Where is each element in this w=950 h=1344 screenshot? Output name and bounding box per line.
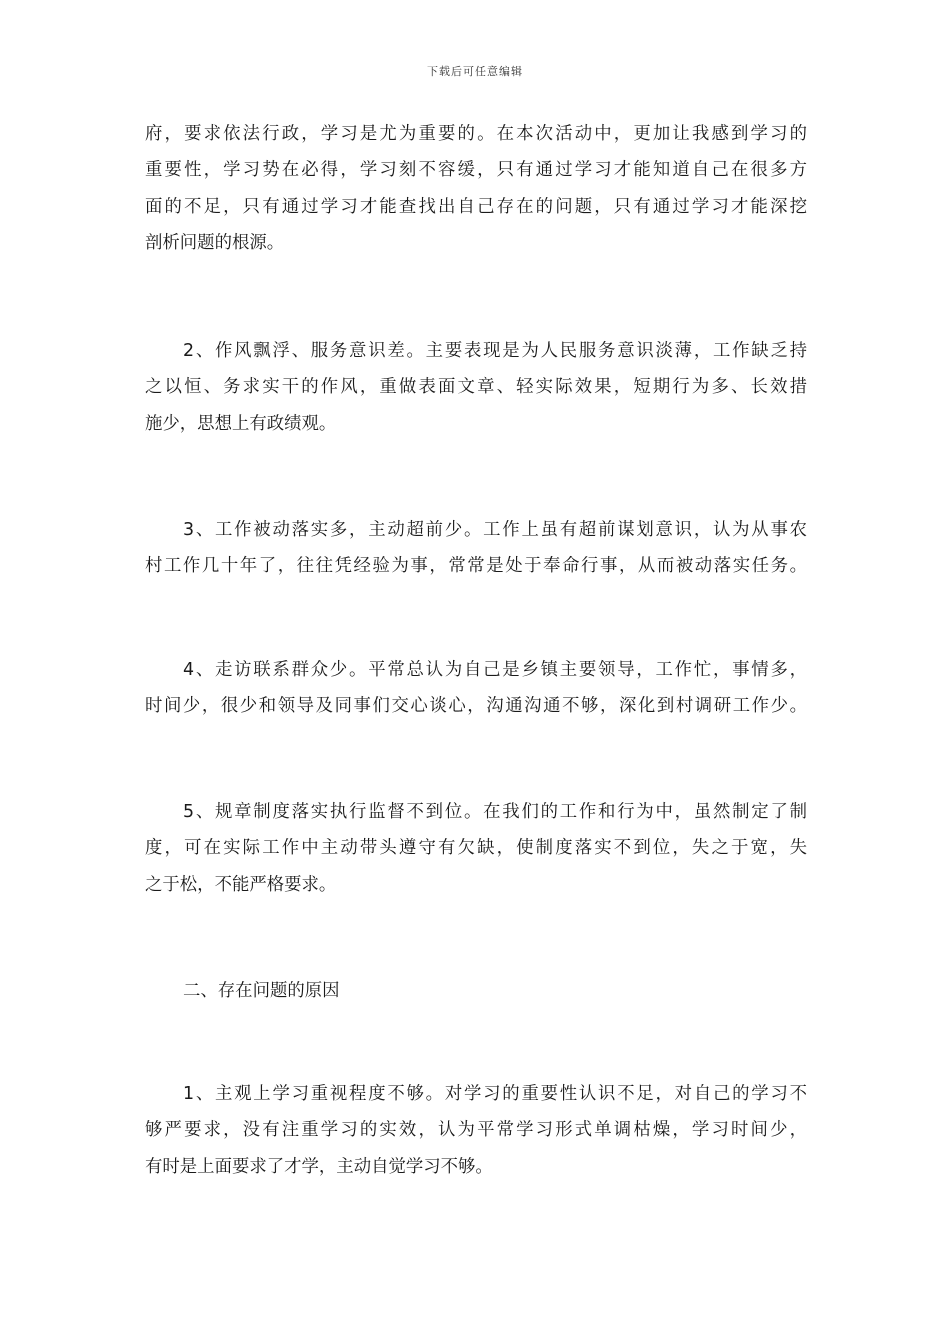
- paragraph-item-4: [145, 652, 807, 725]
- paragraph-item-3: [145, 512, 807, 585]
- text-line: 5、规章制度落实执行监督不到位。在我们的工作和行为中，虽然制定了制: [183, 802, 807, 822]
- text-line: 4、走访联系群众少。平常总认为自己是乡镇主要领导，工作忙，事情多，: [183, 660, 807, 680]
- text-line: 面的不足，只有通过学习才能查找出自己存在的问题，只有通过学习才能深挖: [145, 196, 807, 217]
- text-line: 村工作几十年了，往往凭经验为事，常常是处于奉命行事，从而被动落实任务。: [145, 556, 807, 577]
- page-header-note: 下载后可任意编辑: [427, 65, 523, 78]
- text-line: 度，可在实际工作中主动带头遵守有欠缺，使制度落实不到位，失之于宽，失: [145, 838, 807, 859]
- text-line: 时间少，很少和领导及同事们交心谈心，沟通沟通不够，深化到村调研工作少。: [145, 696, 807, 717]
- text-line: 2、作风飘浮、服务意识差。主要表现是为人民服务意识淡薄，工作缺乏持: [183, 341, 807, 361]
- section-heading: [145, 973, 807, 1009]
- paragraph-continuation: [145, 116, 807, 262]
- paragraph-item-5: [145, 794, 807, 903]
- section-heading-text: 二、存在问题的原因: [183, 981, 340, 1001]
- text-line: 剖析问题的根源。: [145, 233, 285, 254]
- text-line: 3、工作被动落实多，主动超前少。工作上虽有超前谋划意识，认为从事农: [183, 520, 807, 540]
- text-line: 重要性，学习势在必得，学习刻不容缓，只有通过学习才能知道自己在很多方: [145, 160, 807, 181]
- text-line: 有时是上面要求了才学，主动自觉学习不够。: [145, 1156, 493, 1177]
- text-line: 施少，思想上有政绩观。: [145, 413, 337, 434]
- paragraph-item-2: [145, 333, 807, 442]
- text-line: 之于松，不能严格要求。: [145, 874, 337, 895]
- text-line: 府，要求依法行政，学习是尤为重要的。在本次活动中，更加让我感到学习的: [145, 124, 807, 144]
- paragraph-cause-1: [145, 1076, 807, 1185]
- text-line: 够严要求，没有注重学习的实效，认为平常学习形式单调枯燥，学习时间少，: [145, 1120, 807, 1141]
- text-line: 之以恒、务求实干的作风，重做表面文章、轻实际效果，短期行为多、长效措: [145, 377, 807, 398]
- text-line: 1、主观上学习重视程度不够。对学习的重要性认识不足，对自己的学习不: [183, 1084, 807, 1104]
